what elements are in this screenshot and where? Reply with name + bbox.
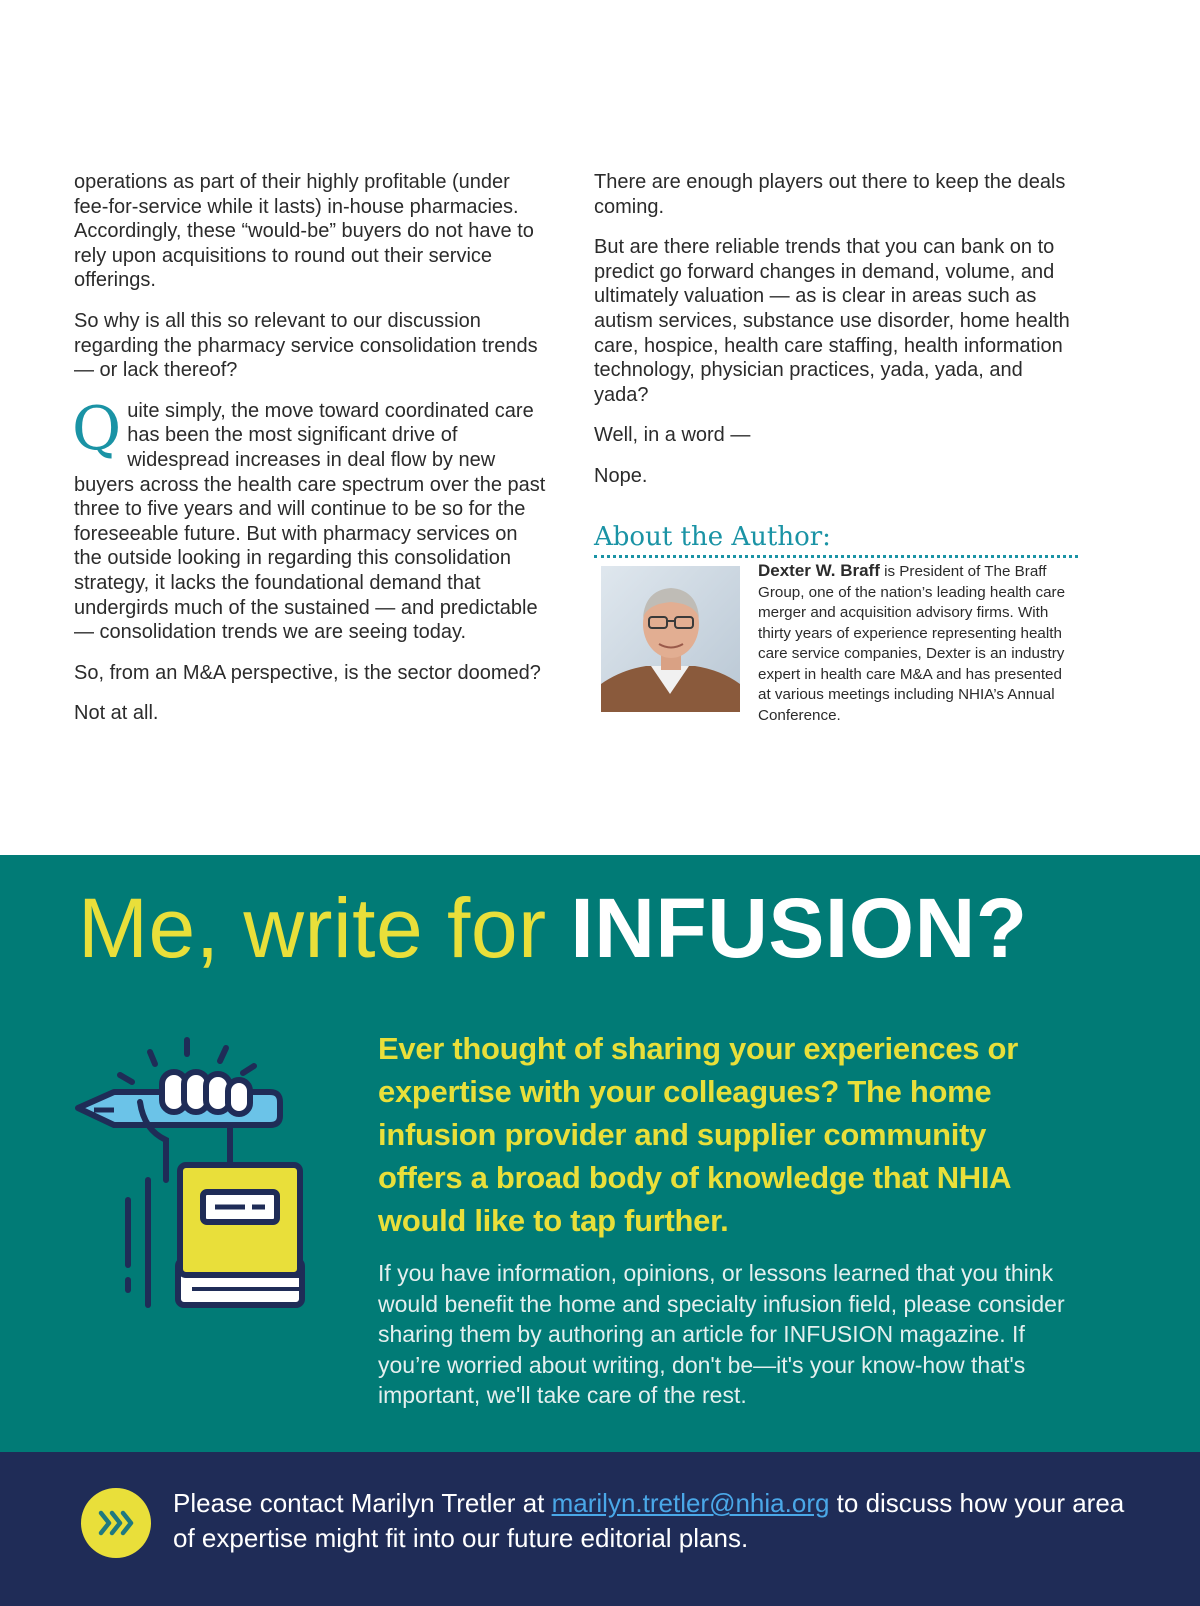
article-paragraph: Nope.	[594, 464, 648, 487]
double-chevron-right-icon	[81, 1488, 151, 1558]
contact-email-link[interactable]: marilyn.tretler@nhia.org	[551, 1488, 830, 1518]
cta-body-text: If you have information, opinions, or lessons learned that you think would benefit the home and specialty infusion field, please consider sharing them by authoring an article for INFUSION magazine. If you’re worried about writing, don't be—it's your know-how that's important, we'll take care of the rest.	[378, 1260, 1065, 1408]
article-paragraph: There are enough players out there to keep the deals coming.	[594, 171, 1066, 218]
cta-title-prefix: Me, write for	[78, 881, 571, 975]
book-icon	[180, 1165, 300, 1305]
cta-lead-text: Ever thought of sharing your experiences or expertise with your colleagues? The home infusion provider and supplier community offers a broad body of knowledge that NHIA would like to tap further.	[378, 1031, 1018, 1238]
article-paragraph: But are there reliable trends that you can bank on to predict go forward changes in demand, volume, and ultimately valuation — as is clear in areas such as autism services, substance use disorder, home health care, hospice, health care staffing, health information technology, physician practices, yada, yada, and yada?	[594, 236, 1070, 406]
author-name: Dexter W. Braff	[758, 561, 880, 580]
article-paragraph-dropcap	[72, 393, 549, 645]
author-bio	[758, 561, 1078, 726]
drop-cap: Q	[72, 393, 122, 464]
hand-with-pencil-icon	[70, 1030, 320, 1320]
about-author-heading: About the Author:	[594, 521, 1078, 558]
article-paragraph: Well, in a word —	[594, 424, 751, 447]
article-paragraph: So why is all this so relevant to our discussion regarding the pharmacy service consolidation trends — or lack thereof?	[74, 309, 538, 382]
author-bio-text: is President of The Braff Group, one of the nation’s leading health care merger and acquisition advisory firms. With thirty years of experience representing health care service companies, Dexter is an industry expert in health care M&A and has presented at various meetings including NHIA’s Annual Conference.	[758, 563, 1066, 724]
contact-text	[173, 1486, 1133, 1556]
contact-text-before: Please contact Marilyn Tretler at	[173, 1488, 552, 1518]
author-photo	[601, 566, 740, 712]
cta-title-brand: INFUSION?	[570, 881, 1028, 975]
contact-text-after: to discuss how your area of expertise might fit into our future editorial plans.	[173, 1488, 1125, 1553]
article-right-column	[594, 170, 1079, 505]
article-paragraph: So, from an M&A perspective, is the sector doomed?	[74, 661, 541, 684]
cta-title	[78, 878, 1028, 978]
article-paragraph: Not at all.	[74, 702, 159, 725]
dropcap-paragraph-text: uite simply, the move toward coordinated care has been the most significant drive of widespread increases in deal flow by new buyers across the health care spectrum over the past three to five years and will continue to be so for the foreseeable future. But with pharmacy services on the outside looking in regarding this consolidation strategy, it lacks the foundational demand that undergirds much of the sustained — and predictable — consolidation trends we are seeing today.	[74, 399, 546, 644]
article-left-column	[74, 170, 549, 742]
article-paragraph: operations as part of their highly profitable (under fee-for-service while it lasts) in-house pharmacies. Accordingly, these “would-be” buyers do not have to rely upon acquisitions to round out their service offerings.	[74, 171, 534, 292]
